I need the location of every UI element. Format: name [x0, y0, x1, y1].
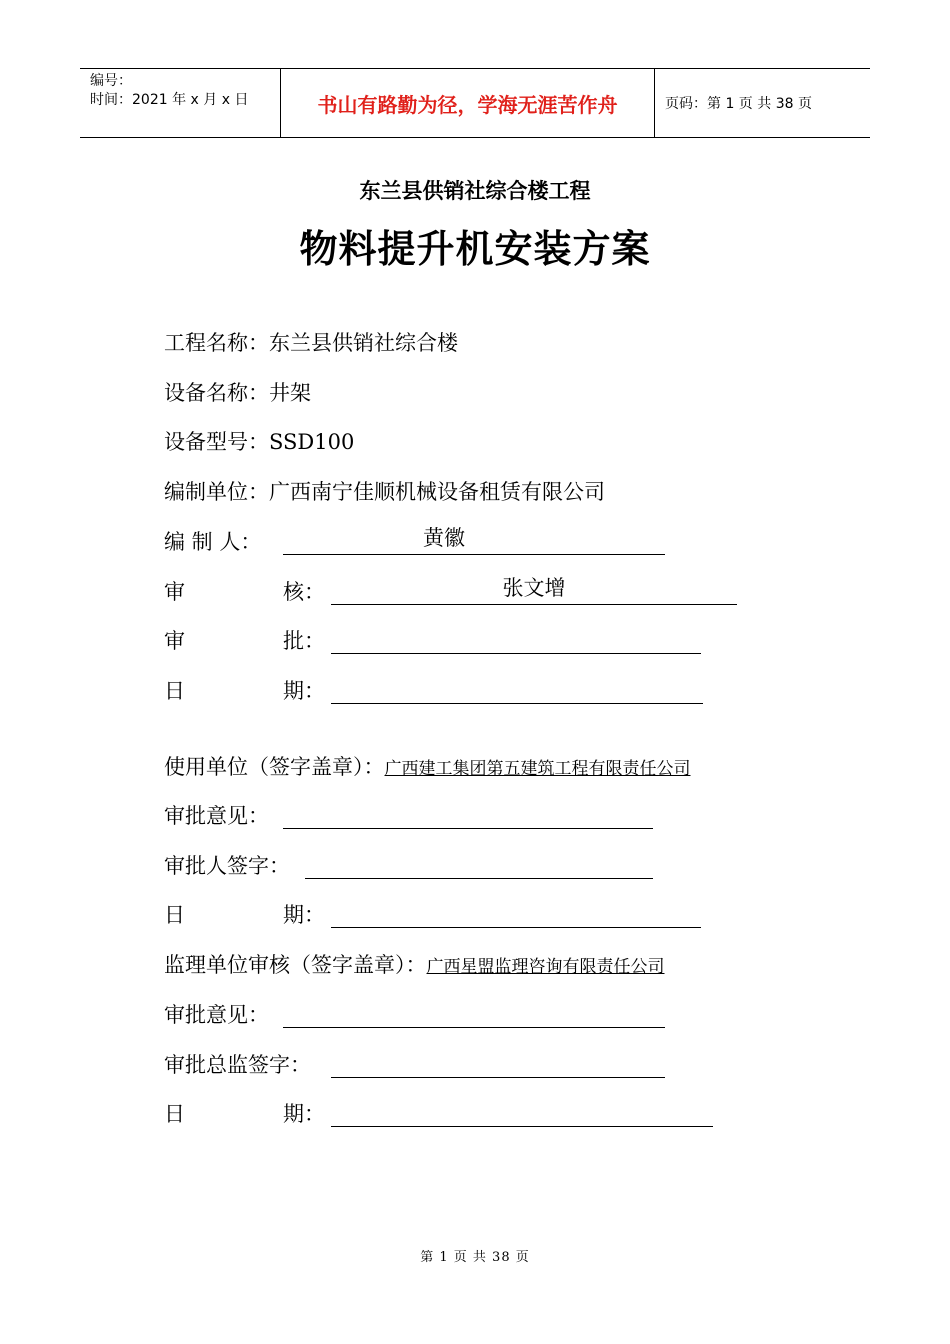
- opinion2-label: 审批意见：: [164, 1003, 269, 1027]
- compiler-unit-field: 编制单位：广西南宁佳顺机械设备租赁有限公司: [164, 480, 605, 504]
- user-unit-label: 使用单位（签字盖章）：: [164, 755, 385, 779]
- header-motto: 书山有路勤为径，学海无涯苦作舟: [281, 69, 655, 137]
- review-label-b: 核：: [283, 580, 325, 604]
- document-subtitle: 东兰县供销社综合楼工程: [359, 179, 591, 203]
- date2-label-b: 期：: [283, 903, 325, 927]
- page-header: [80, 68, 870, 138]
- user-unit-value: 广西建工集团第五建筑工程有限责任公司: [384, 759, 691, 779]
- header-page-info: 页码：第 1 页 共 38 页: [665, 96, 812, 112]
- date-label-b: 期：: [283, 679, 325, 703]
- header-meta: [80, 69, 281, 137]
- chief-sign-label: 审批总监签字：: [164, 1053, 311, 1077]
- page-footer: 第 1 页 共 38 页: [420, 1250, 530, 1265]
- review-label-a: 审: [164, 580, 185, 604]
- date-line: [331, 673, 703, 704]
- compiler-value: 黄徽: [423, 526, 465, 550]
- device-name-field: 设备名称：井架: [164, 381, 311, 405]
- supervisor-value: 广西星盟监理咨询有限责任公司: [426, 957, 665, 977]
- approver-sign-label: 审批人签字：: [164, 854, 290, 878]
- review-signature-line: [331, 574, 737, 605]
- date2-label-a: 日: [164, 903, 185, 927]
- approve-label-a: 审: [164, 629, 185, 653]
- date3-label-a: 日: [164, 1102, 185, 1126]
- date2-line: [331, 897, 701, 928]
- project-name-field: 工程名称：东兰县供销社综合楼: [164, 331, 458, 355]
- document-number-label: 编号：: [90, 73, 132, 89]
- user-unit-row: [164, 752, 691, 782]
- approve-signature-line: [331, 623, 701, 654]
- supervisor-row: [164, 950, 665, 980]
- date3-label-b: 期：: [283, 1102, 325, 1126]
- supervisor-label: 监理单位审核（签字盖章）：: [164, 953, 427, 977]
- opinion2-line: [283, 997, 665, 1028]
- opinion-label: 审批意见：: [164, 804, 269, 828]
- approver-sign-line: [305, 848, 653, 879]
- document-title: 物料提升机安装方案: [299, 227, 651, 271]
- document-time-label: 时间：2021 年 x 月 x 日: [90, 92, 249, 108]
- opinion-line: [283, 798, 653, 829]
- approve-label-b: 批：: [283, 629, 325, 653]
- compiler-signature-line: [283, 524, 665, 555]
- chief-sign-line: [331, 1047, 665, 1078]
- compiler-label: 编 制 人：: [164, 530, 262, 554]
- review-value: 张文增: [502, 576, 566, 600]
- device-model-field: 设备型号：SSD100: [164, 430, 355, 454]
- date3-line: [331, 1096, 713, 1127]
- date-label-a: 日: [164, 679, 185, 703]
